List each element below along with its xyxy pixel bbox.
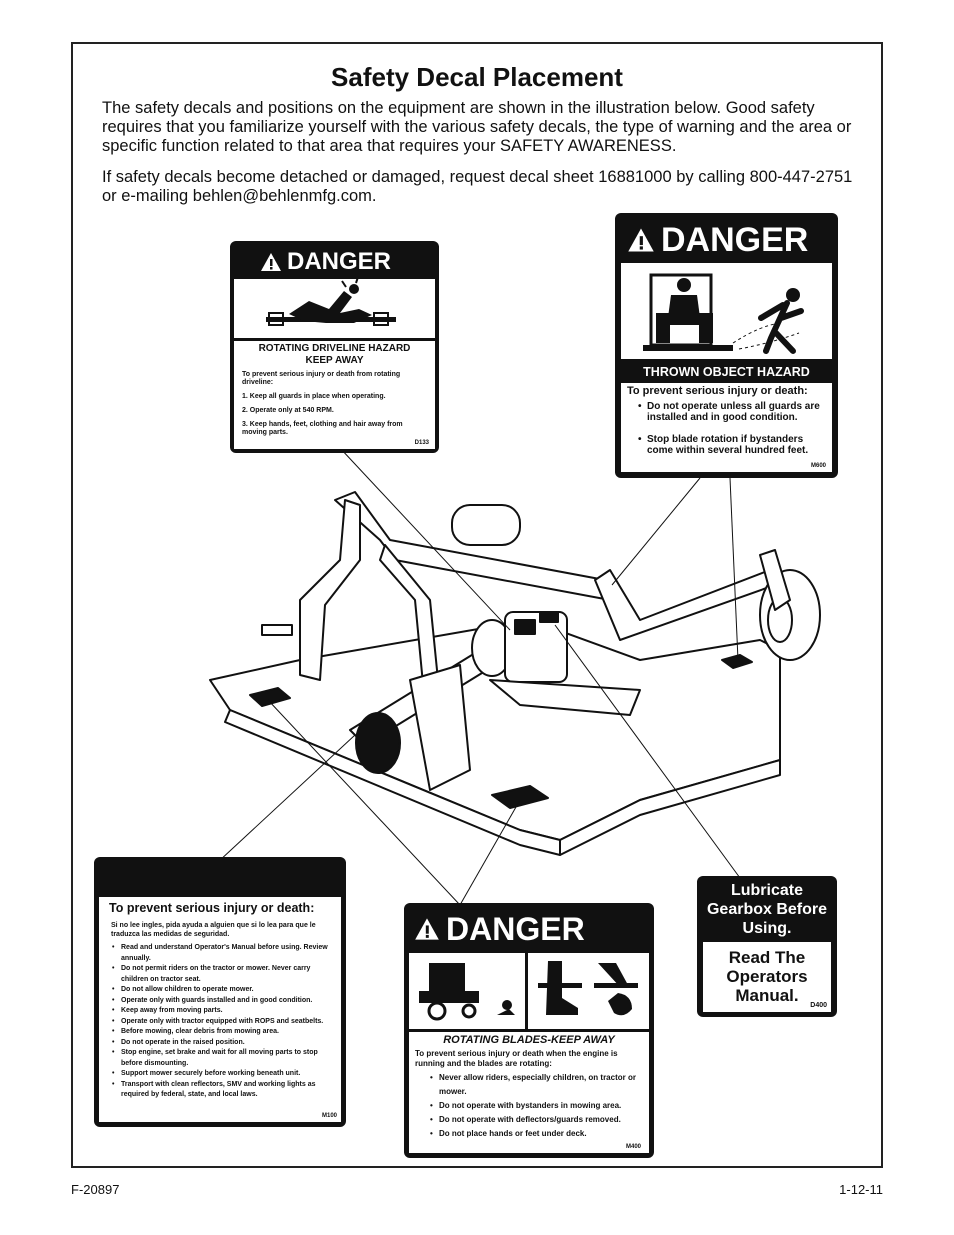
- decal-title: To prevent serious injury or death:: [109, 901, 315, 915]
- decal-item: • Operate only with guards installed and in good condition.: [121, 996, 337, 1007]
- lubricate-notice: Lubricate Gearbox Before Using.: [706, 882, 828, 937]
- driveline-entanglement-icon: [234, 279, 435, 338]
- decal-item: • Before mowing, clear debris from mowing area.: [121, 1027, 337, 1038]
- decal-title: ROTATING BLADES-KEEP AWAY: [443, 1034, 615, 1046]
- danger-header: DANGER: [627, 219, 808, 261]
- decal-item: • Stop blade rotation if bystanders come within several hundred feet.: [647, 434, 826, 456]
- decal-item: • Do not allow children to operate mower.: [121, 985, 337, 996]
- warning-triangle-icon: [414, 917, 440, 941]
- decal-item: • Operate only with tractor equipped with ROPS and seatbelts.: [121, 1017, 337, 1028]
- decal-thrown-object-hazard: [615, 213, 838, 478]
- decal-code: M400: [625, 1144, 641, 1150]
- document-number: F-20897: [71, 1182, 120, 1197]
- warning-triangle-icon: [627, 227, 655, 253]
- decal-spanish-notice: Si no lee ingles, pida ayuda a alguien que si lo lea para que le traduzca las medidas de seguridad.: [111, 922, 316, 938]
- decal-lubricate-gearbox: [697, 876, 837, 1017]
- decal-item: • Do not operate in the raised position.: [121, 1038, 337, 1049]
- decal-item: • Do not operate unless all guards are installed and in good condition.: [647, 401, 826, 423]
- decal-item: • Do not permit riders on the tractor or mower. Never carry children on tractor seat.: [121, 964, 337, 985]
- warning-triangle-icon: [260, 252, 282, 272]
- page-title: Safety Decal Placement: [331, 62, 623, 92]
- danger-header: DANGER: [414, 909, 585, 949]
- decal-rotating-blades: [404, 903, 654, 1158]
- decal-request-paragraph: If safety decals become detached or damaged, request decal sheet 16881000 by calling 800-447-2751 or e-mailing behlen@behlenmfg.com.: [102, 168, 853, 205]
- decal-title: THROWN OBJECT HAZARD: [643, 365, 810, 379]
- rider-hazard-icon: [409, 953, 525, 1029]
- revision-date: 1-12-11: [839, 1182, 883, 1197]
- decal-item: • Do not operate with deflectors/guards removed.: [439, 1113, 641, 1127]
- decal-code: D133: [414, 440, 429, 446]
- decal-item: • Do not operate with bystanders in mowing area.: [439, 1099, 641, 1113]
- decal-item: • Transport with clean reflectors, SMV and working lights as required by federal, state, and local laws.: [121, 1080, 337, 1101]
- decal-item: 2. Operate only at 540 RPM.: [242, 407, 334, 414]
- decal-code: M600: [810, 463, 826, 469]
- decal-driveline-hazard: [230, 241, 439, 453]
- decal-item: 1. Keep all guards in place when operating.: [242, 393, 386, 400]
- decal-lead: To prevent serious injury or death from rotating driveline:: [242, 371, 401, 386]
- thrown-object-icon: [621, 263, 832, 359]
- decal-item: 3. Keep hands, feet, clothing and hair away from moving parts.: [242, 421, 403, 436]
- danger-header: DANGER: [260, 246, 391, 278]
- decal-lead: To prevent serious injury or death when the engine is running and the blades are rotating:: [415, 1049, 618, 1068]
- decal-lead: To prevent serious injury or death:: [627, 385, 808, 397]
- intro-paragraph: The safety decals and positions on the equipment are shown in the illustration below. Good safety requires that you familiarize yourself with the various safety decals, the type of warning and the area or specific function related to that area that requires your SAFETY AWARENESS.: [102, 99, 852, 155]
- read-manual-notice: Read The Operators Manual.: [726, 948, 808, 1005]
- decal-item: • Support mower securely before working beneath unit.: [121, 1069, 337, 1080]
- decal-general-safety: [94, 857, 346, 1127]
- decal-item: • Do not place hands or feet under deck.: [439, 1127, 641, 1141]
- decal-item: • Keep away from moving parts.: [121, 1006, 337, 1017]
- blade-contact-icon: [528, 953, 649, 1029]
- decal-code: M100: [321, 1113, 337, 1119]
- decal-code: D400: [810, 1002, 827, 1009]
- decal-item: • Read and understand Operator's Manual before using. Review annually.: [121, 943, 337, 964]
- decal-item: • Stop engine, set brake and wait for all moving parts to stop before dismounting.: [121, 1048, 337, 1069]
- decal-item: • Never allow riders, especially children, on tractor or mower.: [439, 1071, 641, 1099]
- decal-title: ROTATING DRIVELINE HAZARD KEEP AWAY: [258, 343, 411, 366]
